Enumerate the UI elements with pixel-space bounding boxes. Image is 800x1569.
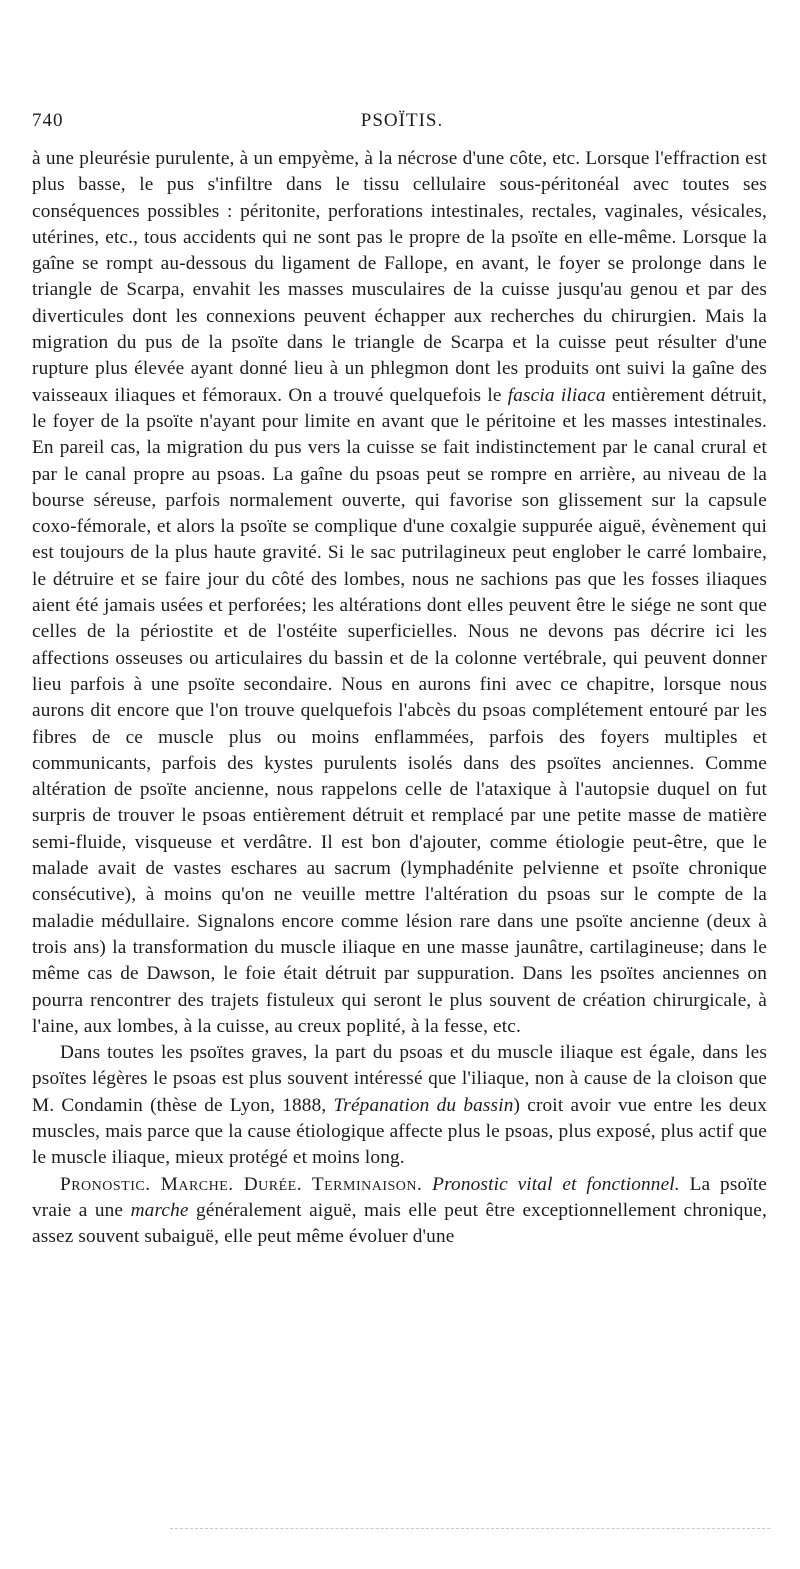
- page-header: [32, 110, 772, 140]
- paragraph-1-italic: fascia iliaca: [507, 384, 606, 406]
- paragraph-1-text-cont: entièrement détruit, le foyer de la psoïte n'ayant pour limite en avant que le péritoine et les masses intestinales. En pareil cas, la migration du pus vers la cuisse se fait indistinctement par le canal crural et par le canal propre au psoas. La gaîne du psoas peut se rompre en arrière, au niveau de la bourse séreuse, parfois normalement ouverte, qui favorise son glissement sur la capsule coxo-fémorale, et alors la psoïte se complique d'une coxalgie suppurée aiguë, évènement qui est toujours de la plus haute gravité. Si le sac putrilagineux peut englober le carré lombaire, le détruire et se faire jour du côté des lombes, nous ne sachions pas que les fosses iliaques aient été jamais usées et perforées; les altérations dont elles peuvent être le siége ne sont que celles de la périostite et de l'ostéite superficielles. Nous ne devons pas décrire ici les affections osseuses ou articulaires du bassin et de la colonne vertébrale, qui peuvent donner lieu parfois à une psoïte secondaire. Nous en aurons fini avec ce chapitre, lorsque nous aurons dit encore que l'on trouve quelquefois l'abcès du psoas complétement entouré par les fibres de ce muscle plus ou moins enflammées, parfois des foyers multiples et communicants, parfois des kystes purulents isolés dans des psoïtes anciennes. Comme altération de psoïte ancienne, nous rappelons celle de l'ataxique à l'autopsie duquel on fut surpris de trouver le psoas entièrement détruit et remplacé par une petite masse de matière semi-fluide, visqueuse et verdâtre. Il est bon d'ajouter, comme étiologie peut-être, que le malade avait de vastes eschares au sacrum (lymphadénite pelvienne et psoïte chronique consécutive), à moins qu'on ne veuille mettre l'altération du psoas sur le compte de la maladie médullaire. Signalons encore comme lésion rare dans une psoïte ancienne (deux à trois ans) la transformation du muscle iliaque en une masse jaunâtre, cartilagineuse; dans le même cas de Dawson, le foie était détruit par suppuration. Dans les psoïtes anciennes on pourra rencontrer des trajets fistuleux qui seront le plus souvent de création chirurgicale, à l'aine, aux lombes, à la cuisse, au creux poplité, à la fesse, etc.: [32, 384, 768, 1037]
- paragraph-3-text: La psoïte vraie a une: [32, 1173, 767, 1221]
- paragraph-3-italic: marche: [130, 1199, 189, 1221]
- paragraph-2-text-cont: ) croit avoir vue entre les deux muscles, mais parce que la cause étiologique affecte plus le psoas, plus exposé, plus actif que le muscle iliaque, mieux protégé et moins long.: [32, 1094, 767, 1169]
- paragraph-3-text-cont: généralement aiguë, mais elle peut être exceptionnellement chronique, assez souvent subaiguë, elle peut même évoluer d'une: [32, 1199, 767, 1248]
- page-number: 740: [32, 110, 64, 131]
- paragraph-3: [32, 1172, 767, 1251]
- paragraph-1-text: à une pleurésie purulente, à un empyème, à la nécrose d'une côte, etc. Lorsque l'effraction est plus basse, le pus s'infiltre dans le tissu cellulaire sous-péritonéal avec toutes ses conséquences possibles : péritonite, perforations intestinales, rectales, vaginales, vésicales, utérines, etc., tous accidents qui ne sont pas le propre de la psoïte en elle-même. Lorsque la gaîne se rompt au-dessous du ligament de Fallope, en avant, le foyer se prolonge dans le triangle de Scarpa, envahit les masses musculaires de la cuisse jusqu'au genou et par des diverticules dont les connexions peuvent échapper aux recherches du chirurgien. Mais la migration du pus de la psoïte dans le triangle de Scarpa et la cuisse peut résulter d'une rupture plus élevée ayant donné lieu à un phlegmon dont les produits ont suivi la gaîne des vaisseaux iliaques et fémoraux. On a trouvé quelquefois le: [32, 148, 767, 406]
- running-title: PSOÏTIS.: [360, 110, 444, 131]
- paragraph-2-text: Dans toutes les psoïtes graves, la part du psoas et du muscle iliaque est égale, dans les psoïtes légères le psoas est plus souvent intéressé que l'iliaque, non à cause de la cloison que M. Condamin (thèse de Lyon, 1888,: [32, 1042, 767, 1116]
- paragraph-1: [32, 146, 767, 1040]
- body-text: [32, 146, 767, 1250]
- paragraph-2-italic: Trépanation du bassin: [333, 1094, 514, 1116]
- footer-rule: [170, 1528, 770, 1530]
- section-heading-italic: Pronostic vital et fonctionnel.: [432, 1173, 680, 1195]
- section-heading: Pronostic. Marche. Durée. Terminaison.: [60, 1173, 423, 1195]
- paragraph-2: [32, 1040, 767, 1171]
